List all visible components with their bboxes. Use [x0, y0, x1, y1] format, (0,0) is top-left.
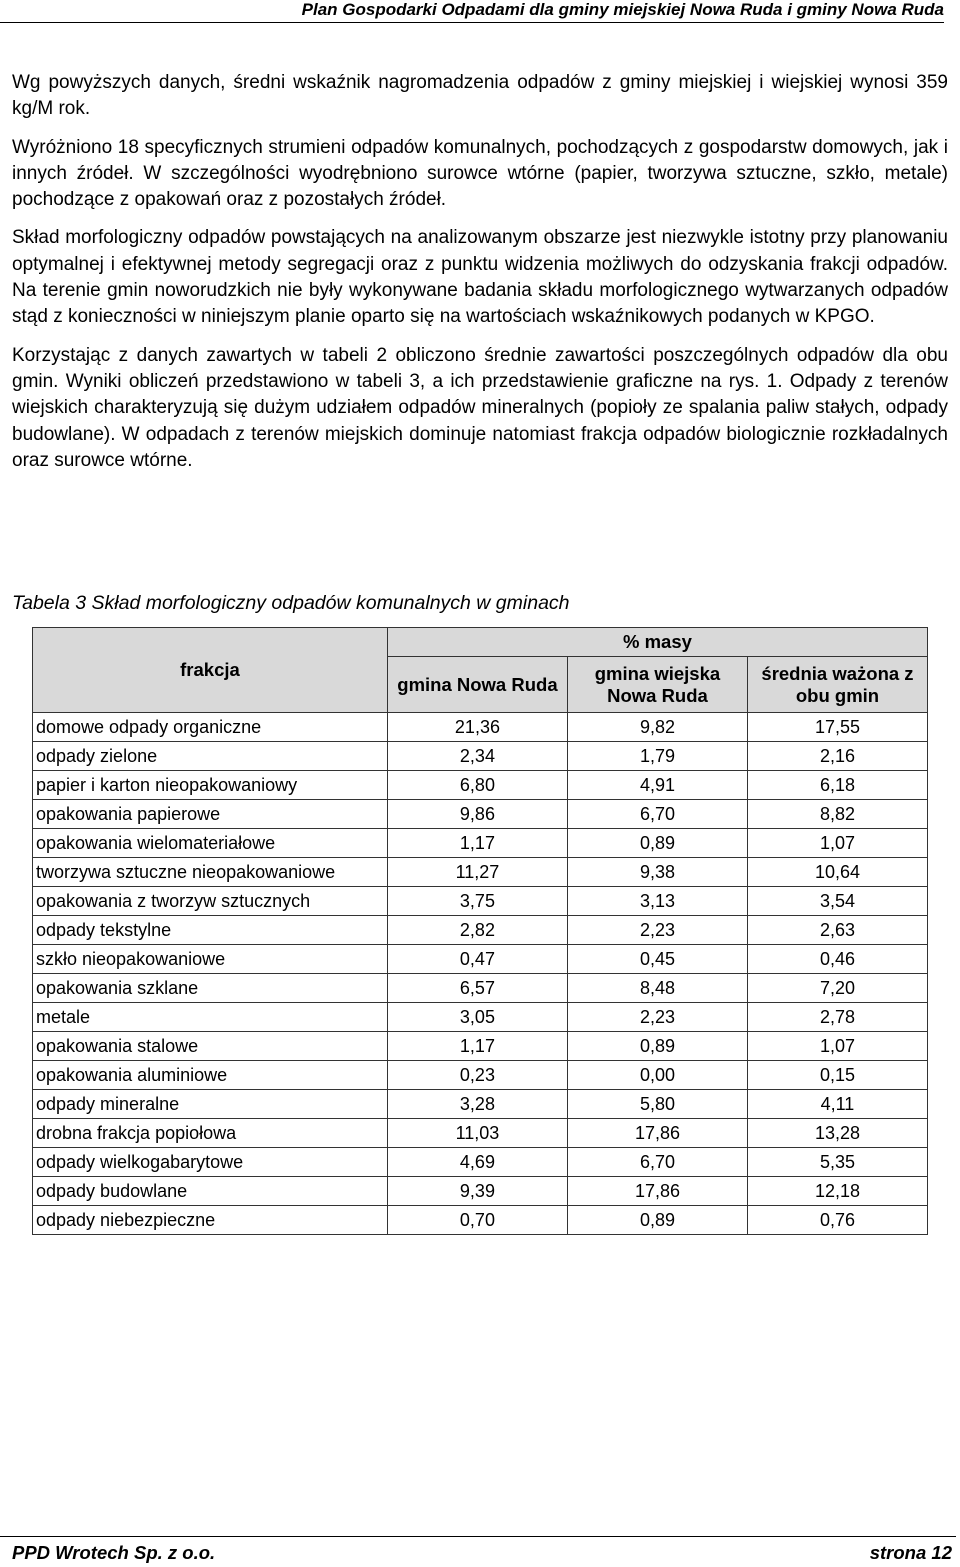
value-cell: 4,91 [567, 771, 747, 800]
body-text [12, 70, 948, 486]
fraction-name-cell: opakowania z tworzyw sztucznych [33, 887, 388, 916]
value-cell: 3,28 [387, 1090, 567, 1119]
page-header [0, 0, 944, 23]
value-cell: 2,23 [567, 916, 747, 945]
value-cell: 0,89 [567, 829, 747, 858]
value-cell: 10,64 [747, 858, 927, 887]
header-frakcja: frakcja [33, 628, 388, 713]
value-cell: 1,07 [747, 1032, 927, 1061]
fraction-name-cell: opakowania papierowe [33, 800, 388, 829]
fraction-name-cell: opakowania wielomateriałowe [33, 829, 388, 858]
value-cell: 0,00 [567, 1061, 747, 1090]
table-row [33, 1003, 928, 1032]
table-body [33, 713, 928, 1235]
table-row [33, 829, 928, 858]
value-cell: 11,03 [387, 1119, 567, 1148]
fraction-name-cell: domowe odpady organiczne [33, 713, 388, 742]
value-cell: 0,89 [567, 1032, 747, 1061]
value-cell: 6,18 [747, 771, 927, 800]
fraction-name-cell: odpady tekstylne [33, 916, 388, 945]
value-cell: 0,15 [747, 1061, 927, 1090]
table-row [33, 974, 928, 1003]
value-cell: 2,78 [747, 1003, 927, 1032]
header-col-nowa-ruda: gmina Nowa Ruda [387, 657, 567, 713]
table-row [33, 1061, 928, 1090]
paragraph-3: Skład morfologiczny odpadów powstających na analizowanym obszarze jest niezwykle istotny przy planowaniu optymalnej i efektywnej metody segregacji oraz z punktu widzenia możliwych do odzyskania frakcji odpadów. Na terenie gmin noworudzkich nie były wykonywane badania składu morfologicznego wytwarzanych odpadów stąd z konieczności w niniejszym planie oparto się na wartościach wskaźnikowych podanych w KPGO. [12, 227, 948, 328]
value-cell: 1,07 [747, 829, 927, 858]
value-cell: 1,17 [387, 829, 567, 858]
value-cell: 9,39 [387, 1177, 567, 1206]
value-cell: 0,76 [747, 1206, 927, 1235]
table-caption: Tabela 3 Skład morfologiczny odpadów komunalnych w gminach [12, 592, 570, 614]
value-cell: 0,46 [747, 945, 927, 974]
value-cell: 17,86 [567, 1119, 747, 1148]
paragraph-1: Wg powyższych danych, średni wskaźnik nagromadzenia odpadów z gminy miejskiej i wiejskiej wynosi 359 kg/M rok. [12, 72, 948, 120]
paragraph-4: Korzystając z danych zawartych w tabeli 2 obliczono średnie zawartości poszczególnych odpadów dla obu gmin. Wyniki obliczeń przedstawiono w tabeli 3, a ich przedstawienie graficzne na rys. 1. Odpady z terenów wiejskich charakteryzują się dużym udziałem odpadów mineralnych (popioły ze spalania paliw stałych, odpady budowlane). W odpadach z terenów miejskich dominuje natomiast frakcja odpadów biologicznie rozkładalnych oraz surowce wtórne. [12, 344, 948, 471]
value-cell: 11,27 [387, 858, 567, 887]
value-cell: 3,75 [387, 887, 567, 916]
fraction-name-cell: papier i karton nieopakowaniowy [33, 771, 388, 800]
footer-company: PPD Wrotech Sp. z o.o. [12, 1542, 216, 1563]
value-cell: 0,70 [387, 1206, 567, 1235]
value-cell: 13,28 [747, 1119, 927, 1148]
header-group: % masy [387, 628, 927, 657]
page-footer [0, 1536, 956, 1564]
table-row [33, 945, 928, 974]
value-cell: 17,55 [747, 713, 927, 742]
value-cell: 6,70 [567, 800, 747, 829]
fraction-name-cell: metale [33, 1003, 388, 1032]
fraction-name-cell: odpady zielone [33, 742, 388, 771]
value-cell: 2,34 [387, 742, 567, 771]
fraction-name-cell: odpady wielkogabarytowe [33, 1148, 388, 1177]
value-cell: 5,35 [747, 1148, 927, 1177]
fraction-name-cell: odpady niebezpieczne [33, 1206, 388, 1235]
value-cell: 1,17 [387, 1032, 567, 1061]
value-cell: 21,36 [387, 713, 567, 742]
header-col-gmina-wiejska: gmina wiejska Nowa Ruda [567, 657, 747, 713]
header-col-srednia: średnia ważona z obu gmin [747, 657, 927, 713]
value-cell: 12,18 [747, 1177, 927, 1206]
fraction-name-cell: opakowania aluminiowe [33, 1061, 388, 1090]
value-cell: 6,57 [387, 974, 567, 1003]
table-row [33, 1177, 928, 1206]
fraction-name-cell: opakowania szklane [33, 974, 388, 1003]
value-cell: 2,82 [387, 916, 567, 945]
table-row [33, 1119, 928, 1148]
fraction-name-cell: odpady budowlane [33, 1177, 388, 1206]
value-cell: 6,80 [387, 771, 567, 800]
footer-page-number: strona 12 [869, 1542, 952, 1563]
fraction-name-cell: drobna frakcja popiołowa [33, 1119, 388, 1148]
value-cell: 6,70 [567, 1148, 747, 1177]
value-cell: 2,16 [747, 742, 927, 771]
paragraph-2: Wyróżniono 18 specyficznych strumieni odpadów komunalnych, pochodzących z gospodarstw domowych, jak i innych źródeł. W szczególności wyodrębniono surowce wtórne (papier, tworzywa sztuczne, szkło, metale) pochodzące z opakowań oraz z pozostałych źródeł. [12, 136, 948, 211]
value-cell: 7,20 [747, 974, 927, 1003]
value-cell: 2,63 [747, 916, 927, 945]
value-cell: 9,86 [387, 800, 567, 829]
value-cell: 4,69 [387, 1148, 567, 1177]
table-row [33, 742, 928, 771]
table-row [33, 916, 928, 945]
table-row [33, 713, 928, 742]
value-cell: 8,82 [747, 800, 927, 829]
value-cell: 0,89 [567, 1206, 747, 1235]
document-title: Plan Gospodarki Odpadami dla gminy miejskiej Nowa Ruda i gminy Nowa Ruda [301, 0, 944, 19]
value-cell: 8,48 [567, 974, 747, 1003]
table-row [33, 858, 928, 887]
morphology-table [32, 627, 928, 1235]
fraction-name-cell: szkło nieopakowaniowe [33, 945, 388, 974]
value-cell: 1,79 [567, 742, 747, 771]
fraction-name-cell: opakowania stalowe [33, 1032, 388, 1061]
value-cell: 9,82 [567, 713, 747, 742]
value-cell: 9,38 [567, 858, 747, 887]
value-cell: 0,47 [387, 945, 567, 974]
value-cell: 5,80 [567, 1090, 747, 1119]
value-cell: 0,45 [567, 945, 747, 974]
fraction-name-cell: odpady mineralne [33, 1090, 388, 1119]
value-cell: 3,54 [747, 887, 927, 916]
table-row [33, 887, 928, 916]
value-cell: 4,11 [747, 1090, 927, 1119]
value-cell: 0,23 [387, 1061, 567, 1090]
value-cell: 3,05 [387, 1003, 567, 1032]
value-cell: 3,13 [567, 887, 747, 916]
table-row [33, 1032, 928, 1061]
table-row [33, 800, 928, 829]
fraction-name-cell: tworzywa sztuczne nieopakowaniowe [33, 858, 388, 887]
table-row [33, 1090, 928, 1119]
table-row [33, 1206, 928, 1235]
table-row [33, 1148, 928, 1177]
value-cell: 17,86 [567, 1177, 747, 1206]
value-cell: 2,23 [567, 1003, 747, 1032]
table-row [33, 771, 928, 800]
